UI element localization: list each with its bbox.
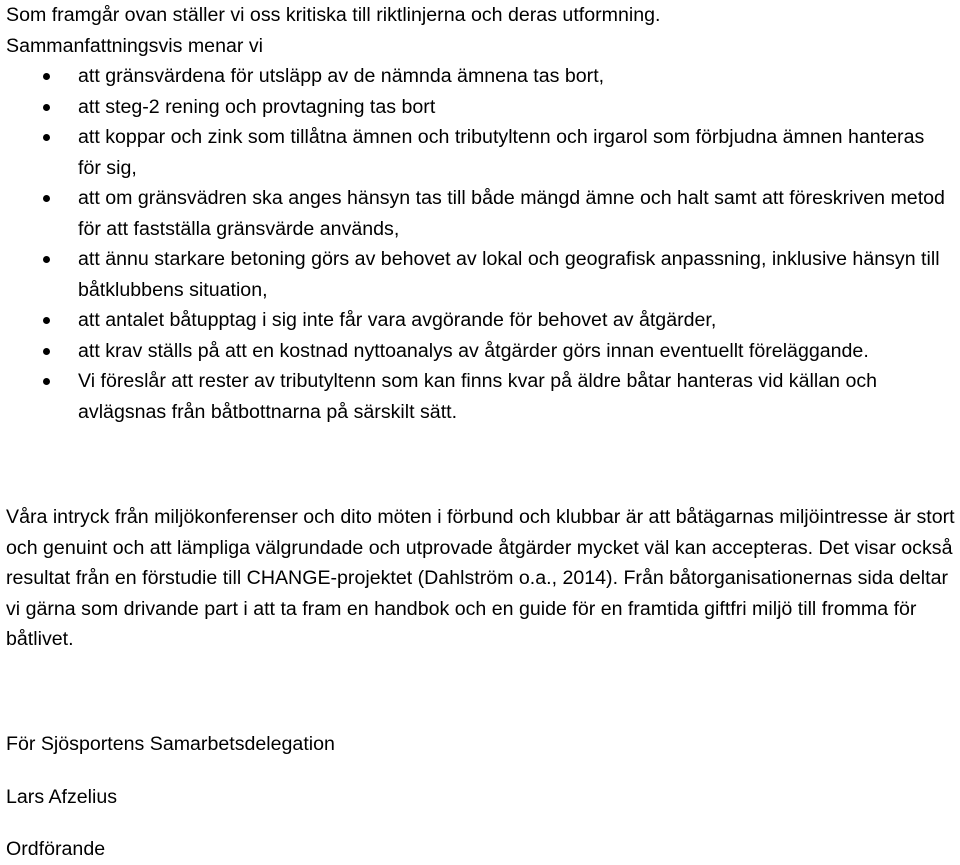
- list-item-text: att antalet båtupptag i sig inte får vara avgörande för behovet av åtgärder,: [78, 309, 717, 331]
- list-item-text: att om gränsvädren ska anges hänsyn tas till både mängd ämne och halt samt att föreskriven metod för att fastställa gränsvärde används,: [78, 187, 945, 240]
- list-item-text: att koppar och zink som tillåtna ämnen och tributyltenn och irgarol som förbjudna ämnen hanteras för sig,: [78, 126, 925, 179]
- body-paragraph: Våra intryck från miljökonferenser och dito möten i förbund och klubbar är att båtägarnas miljöintresse är stort och genuint och att lämpliga välgrundade och utprovade åtgärder mycket väl kan accepteras. Det visar också resultat från en förstudie till CHANGE-projektet (Dahlström o.a., 2014). Från båtorganisationernas sida deltar vi gärna som drivande part i att ta fram en handbok och en guide för en framtida giftfri miljö till fromma för båtlivet.: [6, 506, 955, 650]
- bullet-dot-icon: [43, 134, 50, 141]
- list-item: [6, 61, 948, 92]
- bullet-dot-icon: [43, 348, 50, 355]
- signature-role: Ordförande: [6, 838, 106, 860]
- signature-organization: För Sjösportens Samarbetsdelegation: [6, 733, 335, 755]
- list-item-text: att gränsvärdena för utsläpp av de nämnda ämnena tas bort,: [78, 65, 605, 87]
- list-item-text: att ännu starkare betoning görs av behovet av lokal och geografisk anpassning, inklusive hänsyn till båtklubbens situation,: [78, 248, 940, 301]
- list-item: [6, 336, 948, 367]
- intro-line-2: Sammanfattningsvis menar vi: [6, 35, 263, 57]
- list-item: [6, 244, 948, 305]
- bullet-dot-icon: [43, 378, 50, 385]
- list-item: [6, 92, 948, 123]
- list-item-text: Vi föreslår att rester av tributyltenn som kan finns kvar på äldre båtar hanteras vid källan och avlägsnas från båtbottnarna på särskilt sätt.: [78, 370, 878, 423]
- bullet-dot-icon: [43, 195, 50, 202]
- list-item-text: att steg-2 rening och provtagning tas bort: [78, 95, 436, 118]
- list-item: [6, 366, 948, 427]
- bullet-dot-icon: [43, 256, 50, 263]
- recommendation-list: [6, 61, 956, 427]
- signature-name: Lars Afzelius: [6, 786, 118, 808]
- bullet-dot-icon: [43, 104, 50, 111]
- list-item: [6, 305, 948, 336]
- list-item-text: att krav ställs på att en kostnad nyttoanalys av åtgärder görs innan eventuellt föreläggande.: [78, 339, 869, 362]
- list-item: [6, 122, 948, 183]
- intro-line-1: Som framgår ovan ställer vi oss kritiska till riktlinjerna och deras utformning.: [6, 4, 661, 26]
- bullet-dot-icon: [43, 317, 50, 324]
- bullet-dot-icon: [43, 73, 50, 80]
- list-item: [6, 183, 948, 244]
